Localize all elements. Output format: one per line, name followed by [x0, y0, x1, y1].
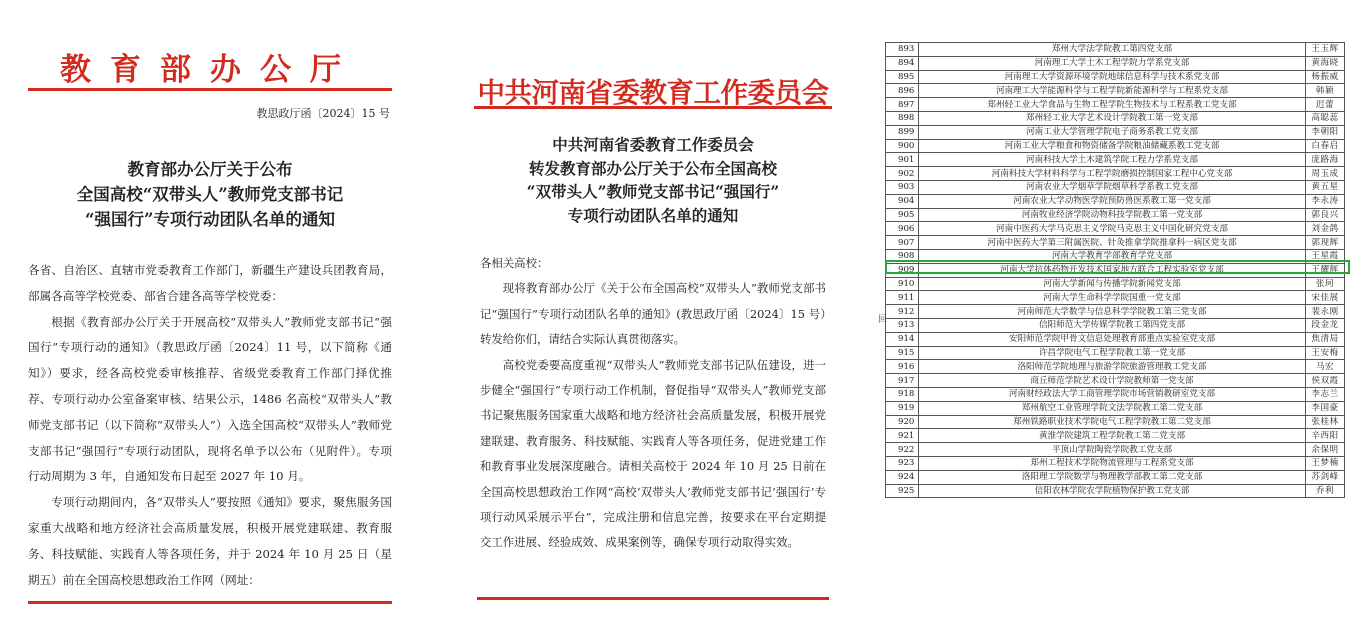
row-number: 904: [886, 194, 919, 208]
row-number: 918: [886, 387, 919, 401]
branch-name: 河南科技大学材料科学与工程学院磨损控制国家工程中心党支部: [919, 167, 1306, 181]
branch-name: 河南农业大学烟草学院烟草科学系教工党支部: [919, 180, 1306, 194]
table-row: [886, 318, 1345, 332]
row-number: 898: [886, 111, 919, 125]
secretary-name: 侯双霞: [1306, 374, 1345, 388]
secretary-name: 宋佳展: [1306, 291, 1345, 305]
paragraph: 各省、自治区、直辖市党委教育工作部门，新疆生产建设兵团教育局，部属各高等学校党委、部省合建各高等学校党委：: [28, 263, 392, 303]
secretary-name: 李志兰: [1306, 387, 1345, 401]
branch-name: 河南财经政法大学工商管理学院市场营销教研室党支部: [919, 387, 1306, 401]
branch-name: 河南大学抗体药物开发技术国家地方联合工程实验室党支部: [919, 263, 1306, 277]
row-number: 914: [886, 332, 919, 346]
row-number: 907: [886, 236, 919, 250]
middle-footer-red-rule: [477, 597, 829, 600]
branch-name: 河南大学新闻与传播学院新闻党支部: [919, 277, 1306, 291]
middle-doc-header: 中共河南省委教育工作委员会: [477, 77, 829, 109]
branch-name: 安阳师范学院甲骨文信息处理教育部重点实验室党支部: [919, 332, 1306, 346]
branch-name: 河南工业大学粮食和物资储备学院粮油储藏系教工党支部: [919, 139, 1306, 153]
secretary-name: 李永涛: [1306, 194, 1345, 208]
row-number: 906: [886, 222, 919, 236]
table-row: [886, 98, 1345, 112]
branch-name: 河南科技大学土木建筑学院工程力学系党支部: [919, 153, 1306, 167]
left-doc-title: [28, 157, 392, 232]
branch-name: 黄淮学院建筑工程学院教工第二党支部: [919, 429, 1306, 443]
table-row: [886, 43, 1345, 57]
secretary-name: 苏剑峰: [1306, 470, 1345, 484]
title-line: “强国行”专项行动团队名单的通知: [85, 210, 335, 229]
secretary-name: 庞路海: [1306, 153, 1345, 167]
title-line: 专项行动团队名单的通知: [567, 205, 739, 225]
secretary-name: 乔利: [1306, 484, 1345, 498]
row-number: 921: [886, 429, 919, 443]
table-row: [886, 56, 1345, 70]
branch-name: 河南大学教育学部教育学党支部: [919, 249, 1306, 263]
table-row: [886, 236, 1345, 250]
title-line: 全国高校“双带头人”教师党支部书记: [76, 185, 344, 204]
row-number: 905: [886, 208, 919, 222]
secretary-name: 王玉辉: [1306, 43, 1345, 57]
paragraph: 根据《教育部办公厅关于开展高校“双带头人”教师党支部书记“强国行”专项行动的通知》（教思政厅函〔2024〕11 号，以下简称《通知》）要求，经各高校党委审核推荐、省级党委教育工作部门择优推荐、专项行动办公室备案审核、结果公示，1486 名高校“双带头人”教师党支部书记（以下简称“双带头人”）入选全国高校“双带头人”教师党支部书记“强国行”专项行动团队，现将名单予以公布（见附件）。专项行动周期为 3 年，自通知发布日起至 2027 年 10 月。: [28, 314, 392, 484]
branch-name: 洛阳师范学院地理与旅游学院旅游管理教工党支部: [919, 360, 1306, 374]
header-red-rule: [28, 88, 392, 91]
table-row: [886, 429, 1345, 443]
paragraph: 专项行动期间内，各“双带头人”要按照《通知》要求，聚焦服务国家重大战略和地方经济社会高质量发展，积极开展党建联建、教育服务、科技赋能、实践育人等各项任务，并于 2024 年 10 月 25 日（星期五）前在全国高校思想政治工作网（网址：: [28, 495, 392, 587]
secretary-name: 王星霞: [1306, 249, 1345, 263]
branch-name: 河南理工大学土木工程学院力学系党支部: [919, 56, 1306, 70]
table-row: [886, 111, 1345, 125]
paragraph: 现将教育部办公厅《关于公布全国高校“双带头人”教师党支部书记“强国行”专项行动团队名单的通知》(教思政厅函〔2024〕15 号）转发给你们，请结合实际认真贯彻落实。: [480, 281, 826, 347]
branch-name: 河南中医药大学马克思主义学院马克思主义中国化研究党支部: [919, 222, 1306, 236]
branch-name: 河南中医药大学第三附属医院、针灸推拿学院推拿科一病区党支部: [919, 236, 1306, 250]
row-number: 900: [886, 139, 919, 153]
branch-name: 信阳师范大学传媒学院教工第四党支部: [919, 318, 1306, 332]
branch-name: 郑州轻工业大学食品与生物工程学院生物技术与工程系教工党支部: [919, 98, 1306, 112]
table-row: [886, 167, 1345, 181]
table-row: [886, 470, 1345, 484]
secretary-name: 周玉成: [1306, 167, 1345, 181]
secretary-name: 韩颖: [1306, 84, 1345, 98]
row-number: 923: [886, 456, 919, 470]
branch-name: 信阳农林学院农学院植物保护教工党支部: [919, 484, 1306, 498]
table-row: [886, 194, 1345, 208]
table-row: [886, 443, 1345, 457]
branch-name: 洛阳理工学院数学与物理教学部教工第二党支部: [919, 470, 1306, 484]
row-number: 910: [886, 277, 919, 291]
table-row: [886, 415, 1345, 429]
table-row: [886, 360, 1345, 374]
row-number: 901: [886, 153, 919, 167]
secretary-name: 段金龙: [1306, 318, 1345, 332]
title-line: 转发教育部办公厅关于公布全国高校: [528, 158, 777, 178]
row-number: 897: [886, 98, 919, 112]
row-number: 908: [886, 249, 919, 263]
table-row: [886, 125, 1345, 139]
table-row: [886, 70, 1345, 84]
row-number: 894: [886, 56, 919, 70]
secretary-name: 马宏: [1306, 360, 1345, 374]
paragraph: 高校党委要高度重视“双带头人”教师党支部书记队伍建设，进一步健全“强国行”专项行动工作机制，督促指导“双带头人”教师党支部书记聚焦服务国家重大战略和地方经济社会高质量发展，积极开展党建联建、教育服务、科技赋能、实践育人等各项任务，促进党建工作和教育事业发展深度融合。请相关高校于 2024 年 10 月 25 日前在全国高校思想政治工作网“高校‘双带头人’教师党支部书记‘强国行’专项行动风采展示平台”，完成注册和信息完善，按要求在平台定期提交工作进展、经验成效、成果案例等，确保专项行动取得实效。: [480, 357, 826, 550]
row-number: 893: [886, 43, 919, 57]
row-number: 924: [886, 470, 919, 484]
table-row: [886, 305, 1345, 319]
branch-name: 河南理工大学能源科学与工程学院新能源科学与工程系党支部: [919, 84, 1306, 98]
secretary-name: 张珂: [1306, 277, 1345, 291]
secretary-name: 高聪蕊: [1306, 111, 1345, 125]
row-number: 902: [886, 167, 919, 181]
table-row: [886, 291, 1345, 305]
secretary-name: 白春启: [1306, 139, 1345, 153]
row-number: 919: [886, 401, 919, 415]
table-row: [886, 346, 1345, 360]
row-number: 916: [886, 360, 919, 374]
row-number: 912: [886, 305, 919, 319]
secretary-name: 辛西阳: [1306, 429, 1345, 443]
table-row: [886, 222, 1345, 236]
branch-name: 平顶山学院陶瓷学院教工党支部: [919, 443, 1306, 457]
title-line: 中共河南省委教育工作委员会: [552, 135, 754, 154]
table-row: [886, 84, 1345, 98]
branch-name: 河南农业大学动物医学院预防兽医系教工第一党支部: [919, 194, 1306, 208]
secretary-name: 黄五星: [1306, 180, 1345, 194]
table-row: [886, 484, 1345, 498]
branch-name: 许昌学院电气工程学院教工第一党支部: [919, 346, 1306, 360]
middle-document-page: [474, 0, 832, 627]
secretary-name: 焦清局: [1306, 332, 1345, 346]
secretary-name: 郭良兴: [1306, 208, 1345, 222]
table-row: [886, 153, 1345, 167]
row-number: 913: [886, 318, 919, 332]
row-number: 896: [886, 84, 919, 98]
table-row: [886, 277, 1345, 291]
row-number: 895: [886, 70, 919, 84]
row-number: 917: [886, 374, 919, 388]
table-row: [886, 456, 1345, 470]
table-row: [886, 401, 1345, 415]
branch-name: 河南师范大学数学与信息科学学院教工第三党支部: [919, 305, 1306, 319]
branch-name: 郑州轻工业大学艺术设计学院教工第一党支部: [919, 111, 1306, 125]
left-document-page: [28, 0, 392, 627]
branch-name: 河南工业大学管理学院电子商务系教工党支部: [919, 125, 1306, 139]
table-row: [886, 387, 1345, 401]
secretary-name: 王耀辉: [1306, 263, 1345, 277]
secretary-name: 李朝阳: [1306, 125, 1345, 139]
secretary-name: 王梦楠: [1306, 456, 1345, 470]
row-number: 903: [886, 180, 919, 194]
branch-name: 商丘师范学院艺术设计学院教师第一党支部: [919, 374, 1306, 388]
roster-table-page: [885, 0, 1345, 627]
row-number: 915: [886, 346, 919, 360]
title-line: 教育部办公厅关于公布: [127, 160, 293, 179]
table-row: [886, 332, 1345, 346]
secretary-name: 裴永刚: [1306, 305, 1345, 319]
middle-doc-title: [474, 133, 832, 227]
table-row: [886, 208, 1345, 222]
row-number: 922: [886, 443, 919, 457]
row-number: 899: [886, 125, 919, 139]
branch-name: 郑州铁路职业技术学院电气工程学院教工第二党支部: [919, 415, 1306, 429]
branch-name: 郑州航空工业管理学院文法学院教工第二党支部: [919, 401, 1306, 415]
row-number: 925: [886, 484, 919, 498]
secretary-name: 郭现辉: [1306, 236, 1345, 250]
left-doc-body: [28, 258, 392, 593]
branch-name: 郑州工程技术学院物流管理与工程系党支部: [919, 456, 1306, 470]
highlighted-row-box: [885, 260, 1350, 274]
row-number: 909: [886, 263, 919, 277]
margin-mark: 回: [878, 315, 888, 325]
secretary-name: 刘金鸽: [1306, 222, 1345, 236]
middle-doc-body: [474, 251, 832, 556]
document-number: 教思政厅函〔2024〕15 号: [256, 107, 390, 120]
branch-name: 河南大学生命科学学院国重一党支部: [919, 291, 1306, 305]
paragraph: 各相关高校：: [480, 256, 549, 270]
row-number: 920: [886, 415, 919, 429]
secretary-name: 杨振威: [1306, 70, 1345, 84]
table-row: [886, 139, 1345, 153]
secretary-name: 李国豪: [1306, 401, 1345, 415]
table-row: [886, 374, 1345, 388]
table-row: [886, 180, 1345, 194]
left-doc-header: 教育部办公厅: [60, 52, 360, 88]
branch-name: 河南理工大学资源环境学院地球信息科学与技术系党支部: [919, 70, 1306, 84]
secretary-name: 黄海晓: [1306, 56, 1345, 70]
branch-name: 郑州大学法学院教工第四党支部: [919, 43, 1306, 57]
left-footer-red-rule: [28, 601, 392, 604]
row-number: 911: [886, 291, 919, 305]
secretary-name: 余保明: [1306, 443, 1345, 457]
secretary-name: 张桂林: [1306, 415, 1345, 429]
secretary-name: 迟蕾: [1306, 98, 1345, 112]
title-line: “双带头人”教师党支部书记“强国行”: [526, 182, 780, 201]
secretary-name: 王安梅: [1306, 346, 1345, 360]
branch-name: 河南牧业经济学院动物科技学院教工第一党支部: [919, 208, 1306, 222]
